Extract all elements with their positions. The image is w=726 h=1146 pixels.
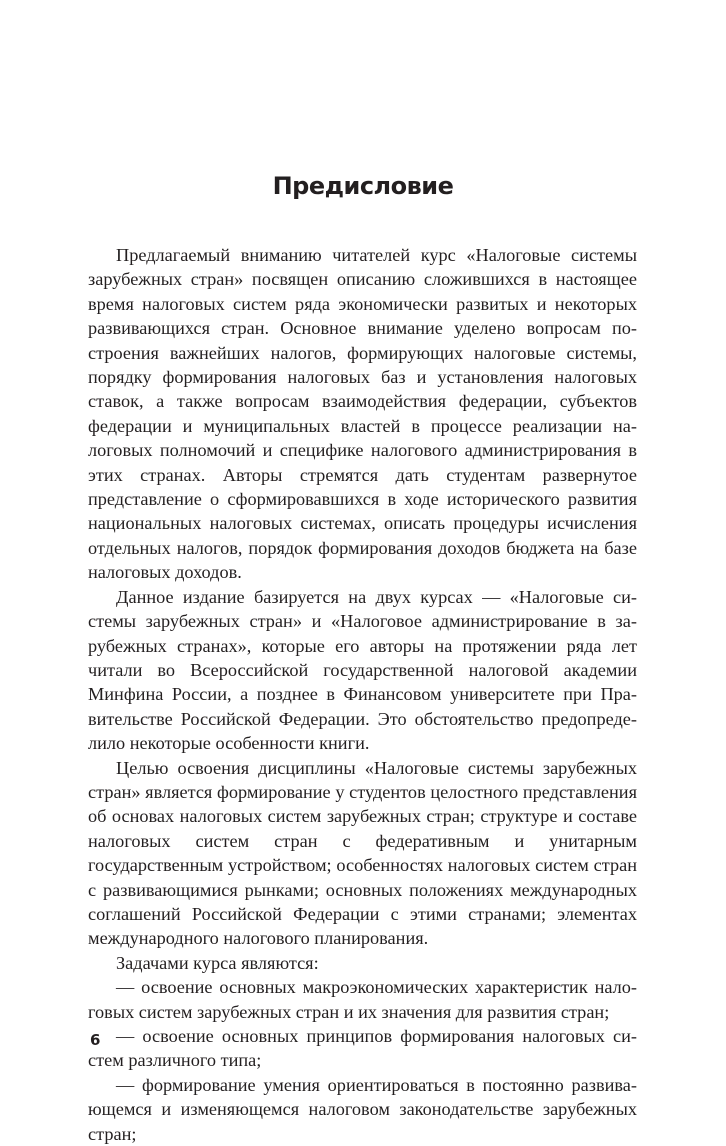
paragraph-intro: Предлагаемый вниманию читателей курс «Налоговые системы зарубежных стран» посвящен описанию сложившихся в настоящее время налоговых систем ряда экономически развитых и некоторых развивающихся стран. Основное внимание уделено вопросам построения важнейших налогов, формирующих налоговые системы, порядку формирования налоговых баз и установления налоговых ставок, а также вопросам взаимодействия федерации, субъектов федерации и муниципальных властей в процессе реализации налоговых полномочий и специфике налогового администрирования в этих странах. Авторы стремятся дать студентам развернутое представление о сформировавшихся в ходе исторического развития национальных налоговых системах, описать процедуры исчисления отдельных налогов, порядок формирования доходов бюджета на базе налоговых доходов. xyxy=(88,245,637,583)
page-title: Предисловие xyxy=(272,172,454,200)
list-item-task-1: — освоение основных макроэкономических характеристик налоговых систем зарубежных стран и их значения для развития стран; xyxy=(88,977,637,1022)
page-number: 6 xyxy=(90,1031,101,1049)
paragraph-edition: Данное издание базируется на двух курсах — «Налоговые системы зарубежных стран» и «Налоговое администрирование в зарубежных странах», которые его авторы на протяжении ряда лет читали во Всероссийской государственной налоговой академии Минфина России, а позднее в Финансовом университете при Правительстве Российской Федерации. Это обстоятельство предопределило некоторые особенности книги. xyxy=(88,586,637,754)
list-item-task-2: — освоение основных принципов формирования налоговых систем различного типа; xyxy=(88,1026,637,1071)
list-item-task-3: — формирование умения ориентироваться в постоянно развивающемся и изменяющемся налоговом законодательстве зарубежных стран; xyxy=(88,1074,637,1144)
paragraph-goal: Целью освоения дисциплины «Налоговые системы зарубежных стран» является формирование у студентов целостного представления об основах налоговых систем зарубежных стран; структуре и составе налоговых систем стран с федеративным и унитарным государственным устройством; особенностях налоговых систем стран с развивающимися рынками; основных положениях международных соглашений Российской Федерации с этими странами; элементах международного налогового планирования. xyxy=(88,757,637,949)
body-text xyxy=(88,243,637,1146)
paragraph-tasks-heading: Задачами курса являются: xyxy=(116,952,319,973)
